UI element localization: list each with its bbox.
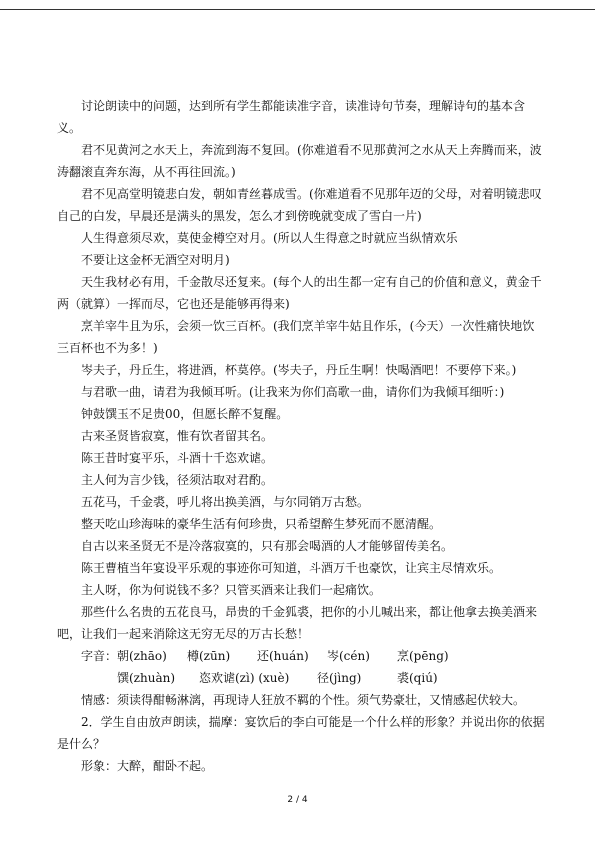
question-line: 2．学生自由放声朗读，揣摩：宴饮后的李白可能是一个什么样的形象？并说出你的依据 xyxy=(81,715,545,729)
pronunciation-item: 还(huán) xyxy=(257,649,309,663)
poem-line: 陈王昔时宴平乐，斗酒十千恣欢谑。 xyxy=(81,451,274,465)
pronunciation-row-2 xyxy=(57,667,547,689)
emotion-line: 情感：须读得酣畅淋漓，再现诗人狂放不羁的个性。须气势豪壮，又情感起伏较大。 xyxy=(81,693,526,707)
poem-line: 岑夫子，丹丘生，将进酒，杯莫停。(岑夫子，丹丘生啊！快喝酒吧！不要停下来。) xyxy=(81,363,517,377)
question-line: 是什么？ xyxy=(57,737,106,751)
poem-line: 三百杯也不为多！) xyxy=(57,341,158,355)
pronunciation-item: 朝(zhāo) xyxy=(117,649,167,663)
poem-line: 君不见高堂明镜悲白发，朝如青丝暮成雪。(你难道看不见那年迈的父母，对着明镜悲叹 xyxy=(81,187,542,201)
translation-line: 整天吃山珍海味的豪华生活有何珍贵，只希望醉生梦死而不愿清醒。 xyxy=(81,517,442,531)
poem-line: 与君歌一曲，请君为我倾耳听。(让我来为你们高歌一曲，请你们为我倾耳细听：) xyxy=(81,385,505,399)
pronunciation-item: 岑(cén) xyxy=(327,649,370,663)
poem-line: 五花马，千金裘，呼儿将出换美酒，与尔同销万古愁。 xyxy=(81,495,370,509)
translation-line: 吧，让我们一起来消除这无穷无尽的万古长愁！ xyxy=(57,627,310,641)
pronunciation-item: 径(jìng) xyxy=(317,671,362,685)
pronunciation-item: 烹(pēng) xyxy=(397,649,449,663)
pronunciation-item: 馔(zhuàn) xyxy=(117,671,176,685)
poem-line: 自己的白发，早晨还是满头的黑发，怎么才到傍晚就变成了雪白一片) xyxy=(57,209,422,223)
pronunciation-label: 字音： xyxy=(81,649,118,663)
page-number: 2 / 4 xyxy=(287,795,308,805)
translation-line: 那些什么名贵的五花良马，昂贵的千金狐裘，把你的小儿喊出来，都让他拿去换美酒来 xyxy=(81,605,538,619)
image-answer-line: 形象：大醉，酣卧不起。 xyxy=(81,759,214,773)
header-rule xyxy=(0,9,595,10)
paragraph-line: 义。 xyxy=(57,121,82,135)
translation-line: 陈王曹植当年宴设平乐观的事迹你可知道，斗酒万千也豪饮，让宾主尽情欢乐。 xyxy=(81,561,502,575)
poem-line: 不要让这金杯无酒空对明月) xyxy=(81,253,230,267)
poem-line: 古来圣贤皆寂寞，惟有饮者留其名。 xyxy=(81,429,274,443)
paragraph-line: 讨论朗读中的问题，达到所有学生都能读准字音，读准诗句节奏，理解诗句的基本含 xyxy=(81,99,526,113)
poem-line: 天生我材必有用，千金散尽还复来。(每个人的出生都一定有自己的价值和意义，黄金千 xyxy=(81,275,542,289)
translation-line: 主人呀，你为何说钱不多？只管买酒来让我们一起痛饮。 xyxy=(81,583,382,597)
pronunciation-item: 樽(zūn) xyxy=(187,649,231,663)
poem-line: 人生得意须尽欢，莫使金樽空对月。(所以人生得意之时就应当纵情欢乐 xyxy=(81,231,458,245)
translation-line: 自古以来圣贤无不是冷落寂寞的，只有那会喝酒的人才能够留传美名。 xyxy=(81,539,454,553)
pronunciation-item: 裘(qiú) xyxy=(397,671,438,685)
poem-line: 涛翻滚直奔东海，从不再往回流。) xyxy=(57,165,236,179)
document-body xyxy=(57,95,547,777)
poem-line: 主人何为言少钱，径须沽取对君酌。 xyxy=(81,473,274,487)
poem-line: 君不见黄河之水天上，奔流到海不复回。(你难道看不见那黄河之水从天上奔腾而来，波 xyxy=(81,143,542,157)
poem-line: 两（就算）一挥而尽，它也还是能够再得来) xyxy=(57,297,290,311)
poem-line: 烹羊宰牛且为乐，会须一饮三百杯。(我们烹羊宰牛姑且作乐，(今天）一次性痛快地饮 xyxy=(81,319,535,333)
pronunciation-row-1 xyxy=(57,645,547,667)
poem-line: 钟鼓馔玉不足贵00，但愿长醉不复醒。 xyxy=(81,407,289,421)
pronunciation-item: 恣欢谑(zì) (xuè) xyxy=(199,671,290,685)
